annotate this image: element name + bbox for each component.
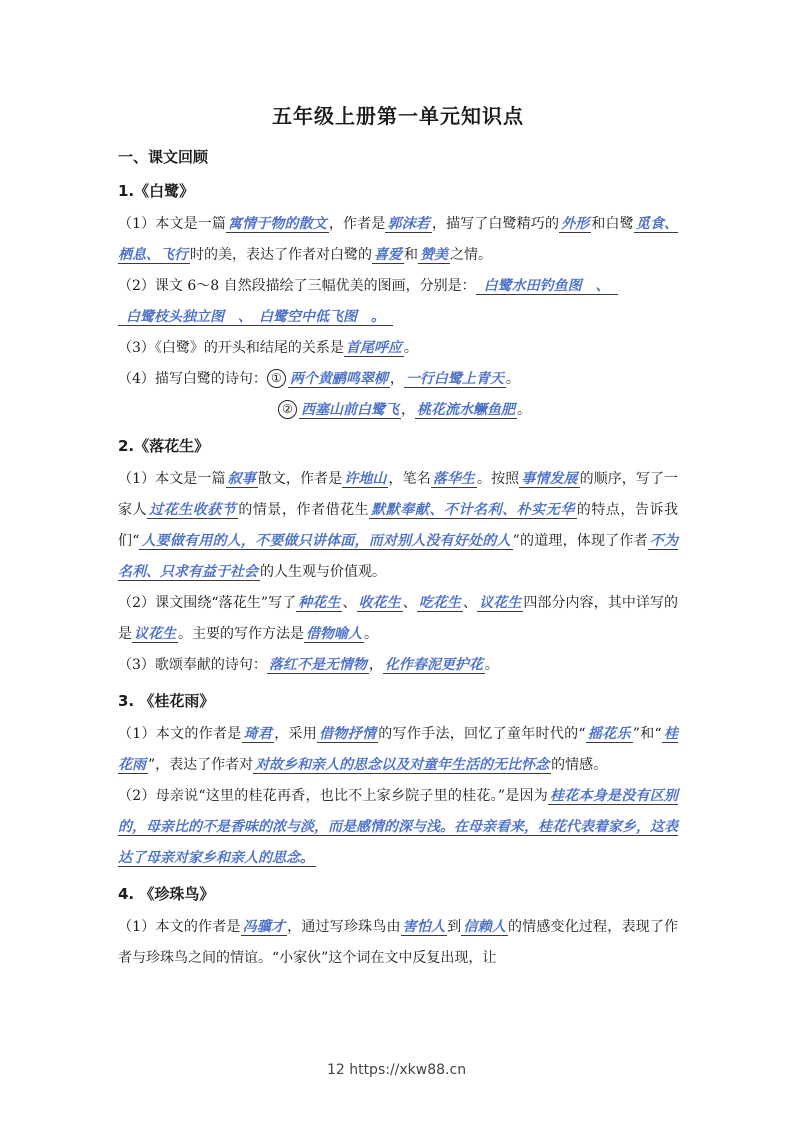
answer-blank: 一行白鹭上青天 xyxy=(405,371,504,387)
answer-blank: 不为名利、只求有益于社会 xyxy=(118,533,678,580)
answer-blank: 许地山 xyxy=(344,471,387,487)
answer-blank: 借物喻人 xyxy=(306,626,362,642)
paragraph: （1）本文的作者是 琦君 ，采用 借物抒情 的写作手法，回忆了童年时代的“ 摇花乐 ”和“ 桂花雨 ”，表达了作者对 对故乡和亲人的思念以及对童年生活的无比怀念 的情感。 xyxy=(118,726,678,773)
answer-blank: 吃花生 xyxy=(418,595,462,611)
answer-blank: 两个黄鹂鸣翠柳 xyxy=(289,371,388,387)
answer-blank: 议花生 xyxy=(479,595,522,611)
page-title: 五年级上册第一单元知识点 xyxy=(272,104,524,128)
paragraph: （2）课文围绕“落花生”写了 种花生 、 收花生 、 吃花生 、 议花生 四部分内容，其中详写的是 议花生 。主要的写作方法是 借物喻人 。 xyxy=(118,595,679,642)
answer-blank: 落红不是无情物 xyxy=(268,657,367,673)
answer-blank: 赞美 xyxy=(420,247,448,263)
answer-blank: 对故乡和亲人的思念以及对童年生活的无比怀念 xyxy=(255,757,550,773)
paragraph: （2）母亲说“这里的桂花再香，也比不上家乡院子里的桂花。”是因为 桂花本身是没有区别的，母亲比的不是香味的浓与淡，而是感情的深与浅。在母亲看来，桂花代表着家乡，这表达了母亲对家乡和亲人的思念。 xyxy=(118,788,678,866)
answer-blank: 桃花流水鳜鱼肥 xyxy=(417,402,515,418)
answer-blank: 白鹭枝头独立图 、 白鹭空中低飞图 。 xyxy=(118,309,393,326)
answer-blank: 琦君 xyxy=(243,726,273,742)
paragraph: （3）歌颂奉献的诗句： 落红不是无情物 ， 化作春泥更护花 。 xyxy=(118,657,499,673)
answer-blank: 西塞山前白鹭飞 xyxy=(301,402,399,418)
answer-blank: 化作春泥更护花 xyxy=(384,657,483,673)
answer-blank: 觅食、栖息、飞行 xyxy=(118,216,679,263)
answer-blank: 人要做有用的人，不要做只讲体面，而对别人没有好处的人 xyxy=(141,533,511,549)
lesson-heading-bailu: 1.《白鹭》 xyxy=(118,182,195,200)
paragraph: （4）描写白鹭的诗句： ① 两个黄鹂鸣翠柳 ， 一行白鹭上青天 。 xyxy=(118,371,520,387)
section-heading: 一、课文回顾 xyxy=(118,148,209,166)
page-footer: 12 https://xkw88.cn xyxy=(326,1062,467,1078)
answer-blank: 害怕人 xyxy=(402,919,446,935)
answer-blank: 喜爱 xyxy=(374,247,402,263)
answer-blank: 白鹭水田钓鱼图 、 xyxy=(476,278,618,295)
answer-blank: 叙事 xyxy=(227,471,256,487)
answer-blank: 默默奉献、不计名利、朴实无华 xyxy=(371,502,575,518)
paragraph: ② 西塞山前白鹭飞 ， 桃花流水鳜鱼肥 。 xyxy=(118,395,678,426)
answer-blank: 桂花本身是没有区别的，母亲比的不是香味的浓与淡，而是感情的深与浅。在母亲看来，桂花代表着家乡，这表达了母亲对家乡和亲人的思念。 xyxy=(118,788,678,866)
answer-blank: 摇花乐 xyxy=(587,726,631,742)
paragraph: （2）课文 6～8 自然段描绘了三幅优美的图画，分别是： 白鹭水田钓鱼图 、 白鹭枝头独立图 、 白鹭空中低飞图 。 xyxy=(118,271,678,333)
answer-blank: 郭沫若 xyxy=(387,216,430,232)
answer-blank: 冯骥才 xyxy=(242,919,286,935)
paragraph: （1）本文是一篇 寓情于物的散文 ，作者是 郭沫若 ，描写了白鹭精巧的 外形 和白鹭 觅食、栖息、飞行 时的美，表达了作者对白鹭的 喜爱 和 赞美 之情。 xyxy=(118,216,679,263)
answer-blank: 事情发展 xyxy=(521,471,578,487)
circled-number: ① xyxy=(267,369,286,388)
answer-blank: 落华生 xyxy=(432,471,475,487)
answer-blank: 桂花雨 xyxy=(118,726,678,773)
answer-blank: 寓情于物的散文 xyxy=(227,216,327,232)
paragraph: （1）本文的作者是 冯骥才 ，通过写珍珠鸟由 害怕人 到 信赖人 的情感变化过程，表现了作者与珍珠鸟之间的情谊。“小家伙”这个词在文中反复出现，让 xyxy=(118,919,679,966)
lesson-heading-guihuayu: 3. 《桂花雨》 xyxy=(118,692,215,710)
paragraph: （3）《白鹭》的开头和结尾的关系是 首尾呼应 。 xyxy=(118,340,418,356)
circled-number: ② xyxy=(278,400,297,419)
paragraph: （1）本文是一篇 叙事 散文，作者是 许地山 ，笔名 落华生 。按照 事情发展 的顺序，写了一家人 过花生收获节 的情景，作者借花生 默默奉献、不计名利、朴实无华 的特点，告诉我们“ 人要做有用的人，不要做只讲体面，而对别人没有好处的人 ”的道理，体现了作者 不为名利、只求有益于社会 的人生观与价值观。 xyxy=(118,471,679,580)
answer-blank: 信赖人 xyxy=(463,919,506,935)
answer-blank: 过花生收获节 xyxy=(149,502,237,518)
answer-blank: 收花生 xyxy=(358,595,401,611)
answer-blank: 首尾呼应 xyxy=(345,340,402,356)
answer-blank: 借物抒情 xyxy=(319,726,377,742)
lesson-heading-luohuasheng: 2.《落花生》 xyxy=(118,437,210,455)
answer-blank: 种花生 xyxy=(298,595,341,611)
answer-blank: 议花生 xyxy=(134,626,176,642)
answer-blank: 外形 xyxy=(561,216,590,232)
lesson-heading-zhenzhuniao: 4. 《珍珠鸟》 xyxy=(118,885,215,903)
document-page xyxy=(118,100,678,974)
